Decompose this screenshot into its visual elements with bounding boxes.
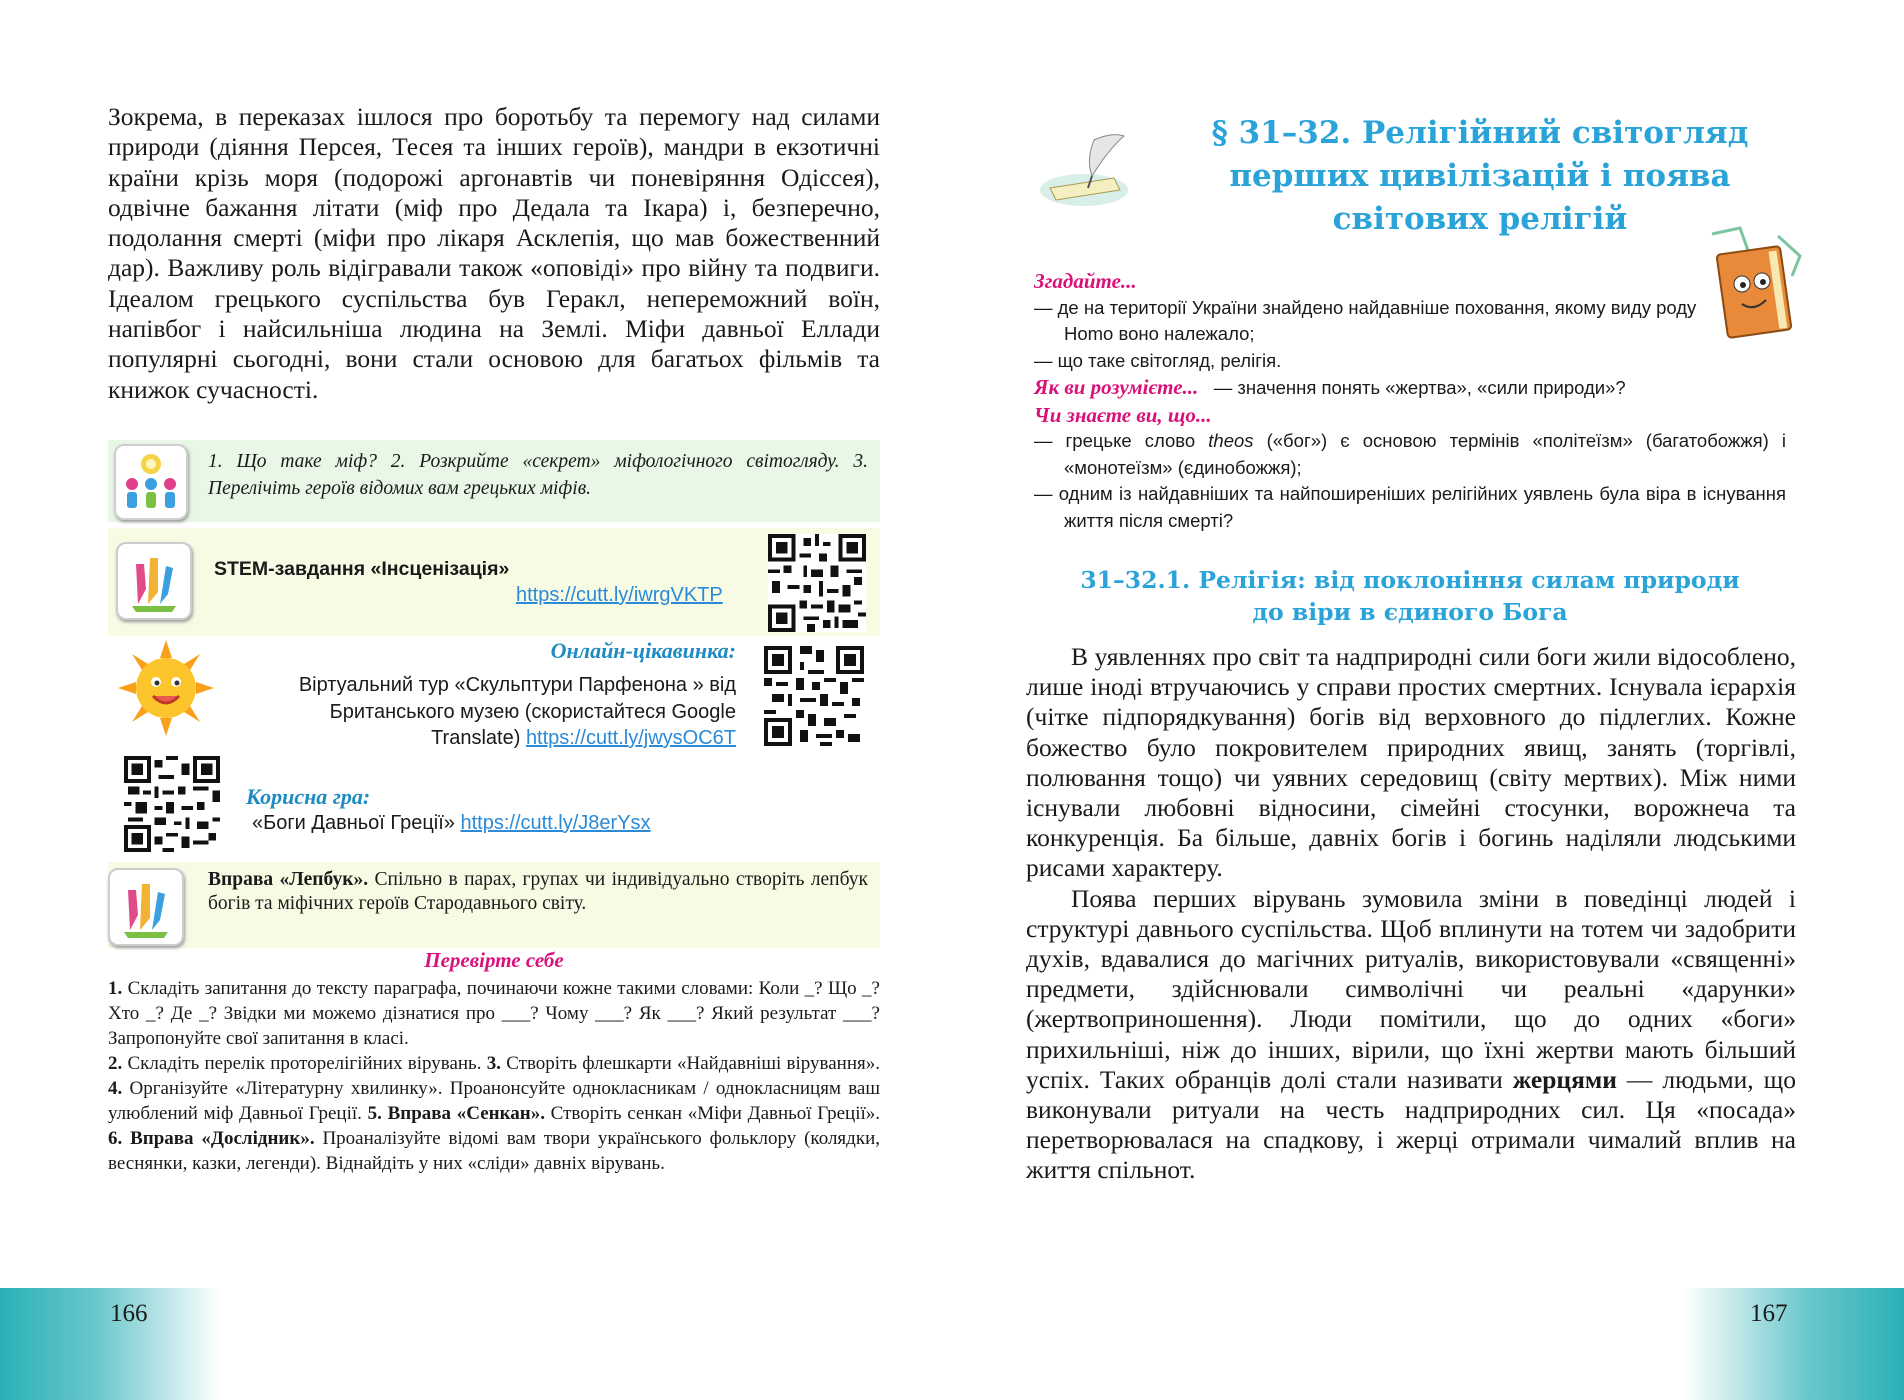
task-text: Створіть сенкан «Міфи Давньої Греції». — [544, 1103, 880, 1124]
right-footer-bar — [1684, 1288, 1904, 1400]
online-qr-code — [764, 646, 864, 746]
game-text-block — [252, 812, 651, 835]
stem-task-box — [108, 528, 880, 636]
task-text: Складіть запитання до тексту параграфа, починаючи кожне такими словами: Коли _? Що _? Хто _? Де _? Звідки ми можемо дізнатися про ___? Чому ___? Як ___? Який результат ___? Запропонуйте свої запитання в класі. — [108, 978, 880, 1049]
understand-text: — значення понять «жертва», «сили природи»? — [1213, 377, 1626, 398]
body-text-run: Поява перших вірувань зумовила зміни в поведінці людей і структурі давнього суспільства. Щоб вплинути на тотем чи задобрити духів, вдавалися до магічних ритуалів, використовували «священні» предмети, здійснювали символічні чи реальні «дарунки» (жертвоприношення). Люди помітили, що до одних «боги» прихильніші, ніж до інших, вірили, що їхні жертви мають більший успіх. Таких обранців долі стали називати — [1026, 883, 1796, 1094]
section-title-line: перших цивілізацій і поява — [1229, 158, 1731, 194]
page-number-right: 167 — [1750, 1300, 1788, 1327]
page-number-left: 166 — [110, 1300, 148, 1327]
questions-box — [108, 440, 880, 522]
body-paragraph — [1026, 884, 1796, 1186]
online-heading: Онлайн-цікавинка: — [550, 638, 736, 663]
group-discussion-icon — [114, 444, 188, 520]
online-text: Віртуальний тур «Скульптури Парфенона » від Британського музею (скористайтеся Google Translate) — [298, 674, 736, 749]
task-number: 3. — [486, 1053, 501, 1074]
subsection-title — [1034, 564, 1786, 628]
game-qr-code — [124, 756, 220, 852]
task-number: 5. Вправа «Сенкан». — [367, 1103, 545, 1124]
lepbook-text: Спільно в парах, групах чи індивідуально створіть лепбук богів та міфічних героїв Стародавнього світу. — [208, 869, 869, 914]
game-text: «Боги Давньої Греції» — [252, 812, 455, 834]
know-heading: Чи знаєте ви, що... — [1034, 402, 1212, 427]
know-text: («бог») є основою термінів «політеїзм» (багатобожжя) і «монотеїзм» (єдинобожжя); — [1064, 430, 1786, 478]
section-title-line: світових релігій — [1332, 201, 1628, 237]
game-heading: Корисна гра: — [246, 784, 371, 809]
body-text — [1026, 642, 1796, 1186]
subsection-title-line: 31–32.1. Релігія: від поклоніння силам природи — [1080, 566, 1740, 594]
task-number: 1. — [108, 978, 123, 999]
know-item: — одним із найдавніших та найпоширеніших релігійних уявлень була віра в існування життя після смерті? — [1034, 483, 1786, 531]
know-text: — грецьке слово — [1034, 430, 1209, 451]
sun-mascot-icon — [118, 640, 214, 736]
understand-heading: Як ви розумієте... — [1034, 375, 1199, 399]
task-number: 2. — [108, 1053, 123, 1074]
online-text-block — [240, 672, 736, 752]
online-link[interactable]: https://cutt.ly/jwysOC6T — [525, 727, 736, 749]
intro-paragraph: Зокрема, в переказах ішлося про боротьбу та перемогу над силами природи (діяння Персея, Тесея та інших героїв), мандри в екзотичні країни крізь моря (подорожі аргонавтів чи поневіряння Одіссея), одвічне бажання літати (міф про Дедала та Ікара) і, безперечно, подолання смерті (міфи про лікаря Асклепія, що мав божественний дар). Важливу роль відігравали також «оповіді» про війну та подвиги. Ідеалом грецького суспільства був Геракл, непереможний воїн, напівбог і найсильніша людина на Землі. Міфи давньої Еллади популярні сьогодні, вони стали основою для багатьох фільмів та книжок сучасності. — [108, 102, 880, 404]
quill-inkwell-icon — [1034, 130, 1134, 212]
task-text: Організуйте «Літературну хвилинку». Проанонсуйте однокласникам / однокласницям ваш улюблений міф Давньої Греції. — [108, 1078, 880, 1124]
task-text: Складіть перелік проторелігійних вірувань. — [122, 1053, 487, 1074]
body-bold-term: жерцями — [1512, 1064, 1617, 1094]
section-title — [1180, 112, 1780, 241]
task-number: 6. Вправа «Дослідник». — [108, 1128, 315, 1149]
recall-item: — що таке світогляд, релігія. — [1034, 349, 1282, 371]
know-item — [1034, 428, 1786, 481]
know-term: theos — [1208, 430, 1254, 451]
recall-item: — де на території України знайдено найдавніше поховання, якому виду роду Homo воно належало; — [1034, 296, 1697, 344]
hands-icon — [108, 868, 184, 946]
task-number: 4. — [108, 1078, 123, 1099]
body-paragraph: В уявленнях про світ та надприродні сили боги жили відособлено, лише іноді втручаючись у справи простих смертних. Існувала ієрархія (чітке підпорядкування) богів від верховного до підлеглих. Кожне божество було покровителем природних явищ, занять (торгівлі, полювання тощо) чи уявних середовищ (світу мертвих). Між ними існували любовні відносини, сімейні стосунки, ворожнеча та конкуренція. Ба більше, давніх богів і богинь наділяли людськими рисами характеру. — [1026, 642, 1796, 883]
questions-text: 1. Що таке міф? 2. Розкрийте «секрет» міфологічного світогляду. 3. Перелічіть героїв відомих вам грецьких міфів. — [208, 451, 868, 499]
lepbook-box — [108, 862, 880, 948]
task-text: Проаналізуйте відомі вам твори українського фольклору (колядки, веснянки, казки, легенди). Віднайдіть у них «сліди» давніх вірувань. — [108, 1128, 880, 1174]
hands-icon — [116, 542, 192, 620]
recall-heading: Згадайте... — [1034, 269, 1137, 293]
section-title-line: § 31–32. Релігійний світогляд — [1211, 115, 1749, 151]
task-text: Створіть флешкарти «Найдавніші вірування». — [500, 1053, 880, 1074]
stem-link[interactable]: https://cutt.ly/iwrgVKTP — [516, 584, 723, 606]
warmup-block — [1034, 268, 1786, 534]
game-link[interactable]: https://cutt.ly/J8erYsx — [460, 812, 651, 834]
understand-line — [1034, 374, 1786, 402]
stem-title: STEM-завдання «Інсценізація» — [214, 558, 510, 580]
self-check-title: Перевірте себе — [424, 948, 564, 972]
subsection-title-line: до віри в єдиного Бога — [1252, 598, 1568, 626]
lepbook-text-block — [208, 868, 868, 916]
body-text-run: — людьми, що виконували ритуали на честь надприродних сил. Ця «посада» перетворювалася на спадкову, і жерці отримали чималий вплив на життя спільнот. — [1026, 1064, 1796, 1185]
stem-qr-code — [768, 534, 866, 632]
lepbook-title: Вправа «Лепбук». — [208, 869, 369, 890]
self-check-list — [108, 976, 880, 1176]
